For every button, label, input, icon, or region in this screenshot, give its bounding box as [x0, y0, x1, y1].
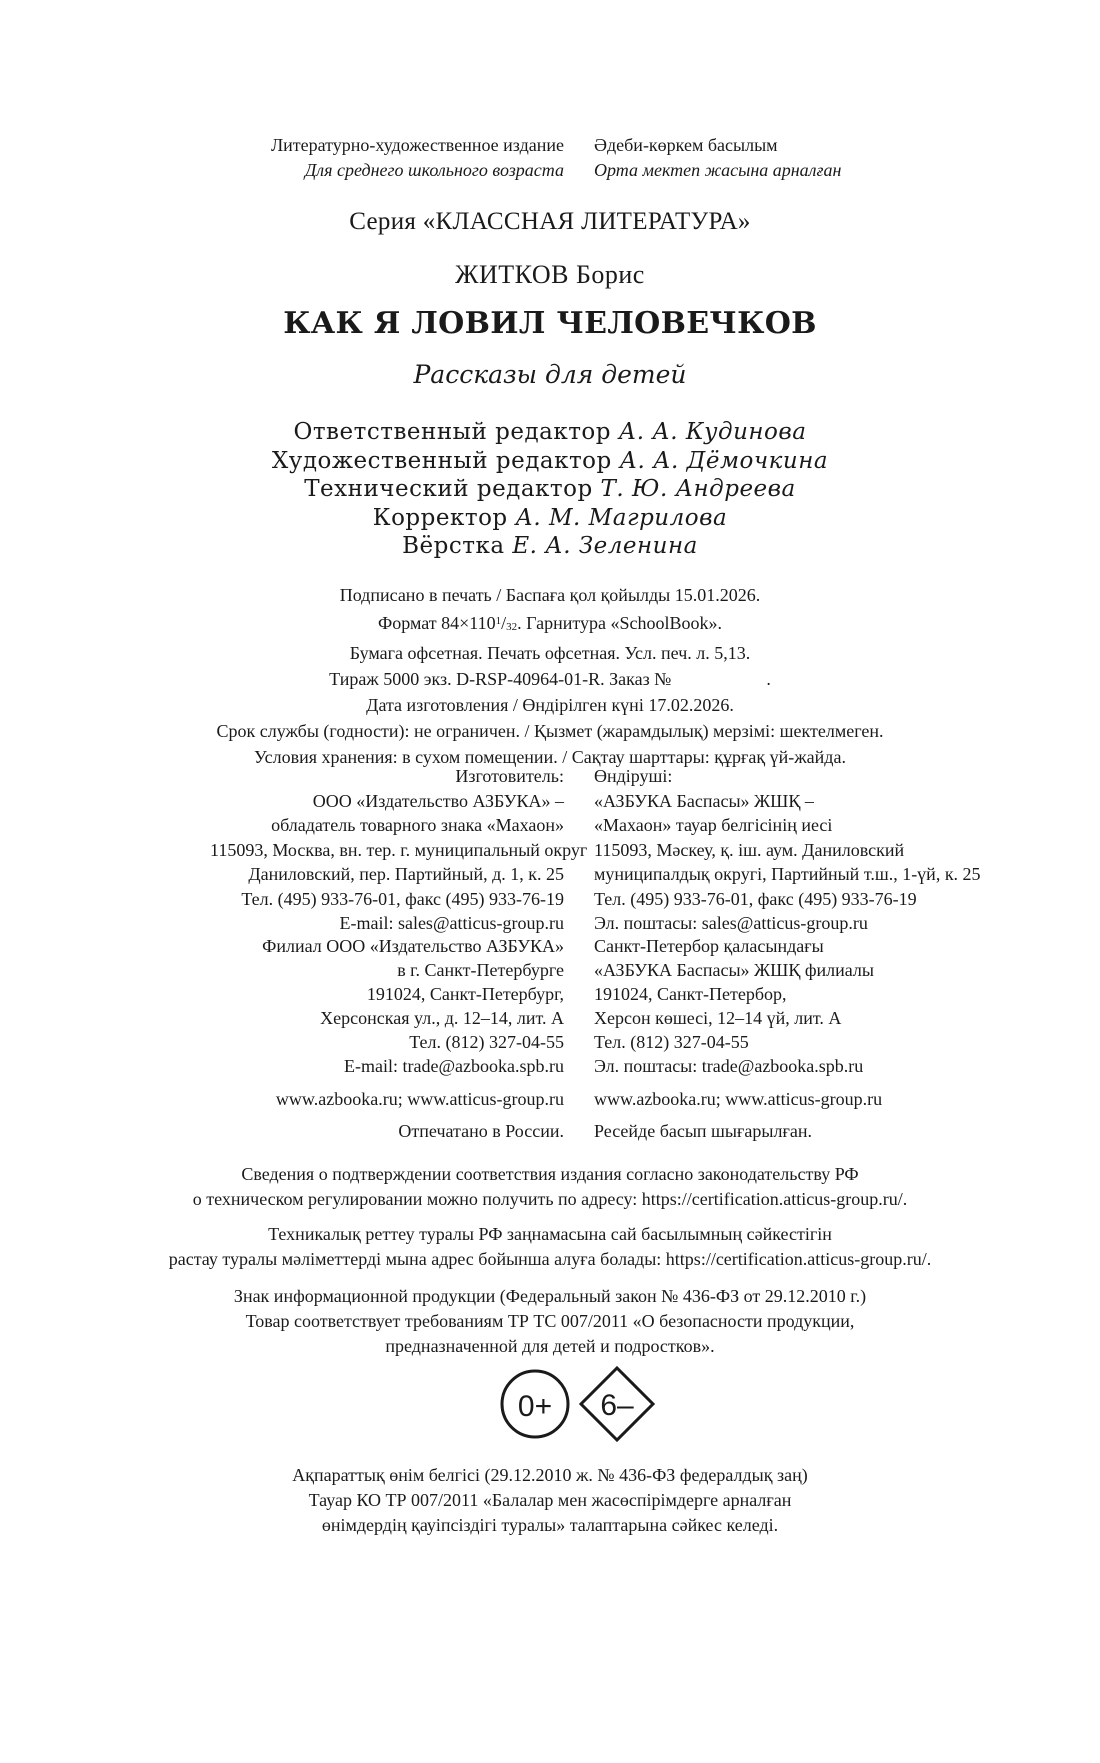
print-made-date: Дата изготовления / Өндірілген күні 17.02.2026. — [366, 695, 734, 715]
branch-ru-line: Филиал ООО «Издательство АЗБУКА» — [262, 936, 564, 956]
print-paper: Бумага офсетная. Печать офсетная. Усл. печ. л. 5,13. — [349, 643, 751, 663]
credit-person: Е. А. Зеленина — [512, 533, 698, 559]
credit-line — [0, 504, 1100, 533]
book-title: КАК Я ЛОВИЛ ЧЕЛОВЕЧКОВ — [283, 306, 817, 341]
print-info-block — [0, 582, 1100, 770]
age-circle-label: 0+ — [517, 1390, 553, 1423]
print-storage: Условия хранения: в сухом помещении. / Сақтау шарттары: құрғақ үй-жайда. — [254, 747, 846, 767]
manufacturer-ru-line: обладатель товарного знака «Махаон» — [271, 815, 564, 835]
branch-kz-line: 191024, Санкт-Петербор, — [594, 984, 787, 1004]
edition-type-kz-line: Әдеби-көркем басылым — [594, 135, 778, 155]
print-shelf-life: Срок службы (годности): не ограничен. / Қызмет (жарамдылық) мерзімі: шектелмеген. — [216, 721, 884, 741]
manufacturer-ru-line: 115093, Москва, вн. тер. г. муниципальный округ — [210, 839, 588, 860]
manufacturer-ru-line: Изготовитель: — [455, 766, 564, 786]
info-sign-ru: Знак информационной продукции (Федеральный закон № 436-ФЗ от 29.12.2010 г.) Товар соответствует требованиям ТР ТС 007/2011 «О безопасности продукции, предназначенной для детей и подростков». — [233, 1286, 867, 1356]
manufacturer-kz-email: Эл. поштасы: sales@atticus-group.ru — [594, 913, 868, 933]
credit-role: Ответственный редактор — [293, 419, 611, 445]
credit-person: Т. Ю. Андреева — [600, 476, 796, 502]
branch-ru-line: в г. Санкт-Петербурге — [397, 960, 564, 980]
credit-person: А. А. Кудинова — [618, 419, 807, 445]
printed-in-block — [210, 1119, 812, 1144]
manufacturer-ru-email: E-mail: sales@atticus-group.ru — [339, 913, 564, 933]
branch-ru-line: Херсонская ул., д. 12–14, лит. А — [320, 1008, 564, 1028]
age-diamond-label: 6– — [600, 1389, 634, 1422]
series-title: Серия «КЛАССНАЯ ЛИТЕРАТУРА» — [349, 208, 751, 235]
print-format: Формат $84\times 110^1/32$. Гарнитура «SchoolBook». — [378, 613, 722, 633]
credit-person: А. А. Дёмочкина — [619, 447, 829, 474]
credit-line — [0, 475, 1100, 504]
branch-kz — [579, 934, 874, 1078]
print-run: Тираж 5000 экз. D-RSP-40964-01-R. Заказ № . — [329, 669, 771, 689]
credits-block — [0, 418, 1100, 561]
credit-line — [0, 447, 1100, 476]
branch-ru-line: 191024, Санкт-Петербург, — [366, 984, 564, 1004]
age-diamond-badge — [581, 1368, 653, 1440]
author-name: ЖИТКОВ Борис — [455, 260, 645, 289]
branch-kz-line: Херсон көшесі, 12–14 үй, лит. А — [594, 1008, 842, 1028]
manufacturer-kz-line: «АЗБУКА Баспасы» ЖШҚ – — [594, 790, 814, 811]
manufacturer-ru-line: Тел. (495) 933-76-01, факс (495) 933-76-19 — [241, 888, 564, 909]
credit-role: Художественный редактор — [271, 447, 612, 474]
manufacturer-ru — [210, 764, 588, 936]
book-subtitle: Рассказы для детей — [413, 360, 687, 389]
edition-type-ru — [212, 133, 579, 183]
branch-ru-email: E-mail: trade@azbooka.spb.ru — [344, 1056, 564, 1076]
branch-kz-line: Санкт-Петербор қаласындағы — [594, 936, 824, 956]
manufacturer-block — [210, 764, 981, 936]
manufacturer-kz-line: «Махаон» тауар белгісінің иесі — [594, 815, 833, 835]
credit-role: Корректор — [372, 504, 508, 531]
manufacturer-kz-line: муниципалдық округі, Партийный т.ш., 1-үй, к. 25 — [594, 864, 981, 884]
websites-block — [210, 1087, 882, 1112]
age-signs — [0, 1355, 1100, 1455]
certification-kz: Техникалық реттеу туралы РФ заңнамасына сай басылымның сәйкестігін растау туралы мәліметтерді мына адрес бойынша алуға болады: https://certification.atticus-group.ru/. — [168, 1224, 932, 1269]
manufacturer-ru-line: ООО «Издательство АЗБУКА» – — [312, 790, 564, 811]
manufacturer-kz-line: 115093, Мәскеу, қ. іш. аум. Даниловский — [594, 839, 905, 860]
edition-type-block — [212, 133, 841, 183]
credit-line — [0, 418, 1100, 447]
websites-kz: www.azbooka.ru; www.atticus-group.ru — [594, 1089, 883, 1109]
branch-kz-line: «АЗБУКА Баспасы» ЖШҚ филиалы — [594, 960, 874, 980]
credit-role: Технический редактор — [304, 476, 593, 502]
age-circle-badge — [502, 1371, 568, 1437]
websites-ru: www.azbooka.ru; www.atticus-group.ru — [275, 1089, 564, 1109]
branch-ru-line: Тел. (812) 327-04-55 — [409, 1032, 564, 1052]
printed-in-ru: Отпечатано в России. — [398, 1121, 564, 1141]
print-signed: Подписано в печать / Баспаға қол қойылды 15.01.2026. — [339, 585, 761, 605]
branch-ru — [210, 934, 579, 1078]
branch-kz-line: Тел. (812) 327-04-55 — [594, 1032, 749, 1052]
age-group-kz: Орта мектеп жасына арналған — [594, 160, 842, 180]
branch-block — [210, 934, 874, 1078]
manufacturer-kz — [579, 764, 981, 936]
certification-ru: Сведения о подтверждении соответствия издания согласно законодательству РФ о техническом регулировании можно получить по адресу: https://certification.atticus-group.ru/. — [192, 1164, 908, 1209]
credit-role: Вёрстка — [402, 533, 505, 559]
manufacturer-kz-line: Тел. (495) 933-76-01, факс (495) 933-76-19 — [594, 888, 917, 909]
credit-person: А. М. Магрилова — [515, 504, 728, 531]
age-group-ru: Для среднего школьного возраста — [304, 160, 564, 180]
manufacturer-ru-line: Даниловский, пер. Партийный, д. 1, к. 25 — [248, 864, 564, 884]
info-sign-kz: Ақпараттық өнім белгісі (29.12.2010 ж. № 436-ФЗ федералдық заң) Тауар КО ТР 007/2011 «Балалар мен жасөспірімдерге арналған өнімдердің қауіпсіздігі туралы» талаптарына сәйкес келеді. — [292, 1465, 808, 1535]
printed-in-kz: Ресейде басып шығарылған. — [594, 1121, 812, 1141]
edition-type-ru-line: Литературно-художественное издание — [270, 135, 564, 155]
manufacturer-kz-line: Өндіруші: — [594, 766, 673, 786]
branch-kz-email: Эл. поштасы: trade@azbooka.spb.ru — [594, 1056, 864, 1076]
credit-line — [0, 532, 1100, 561]
edition-type-kz — [579, 133, 841, 183]
